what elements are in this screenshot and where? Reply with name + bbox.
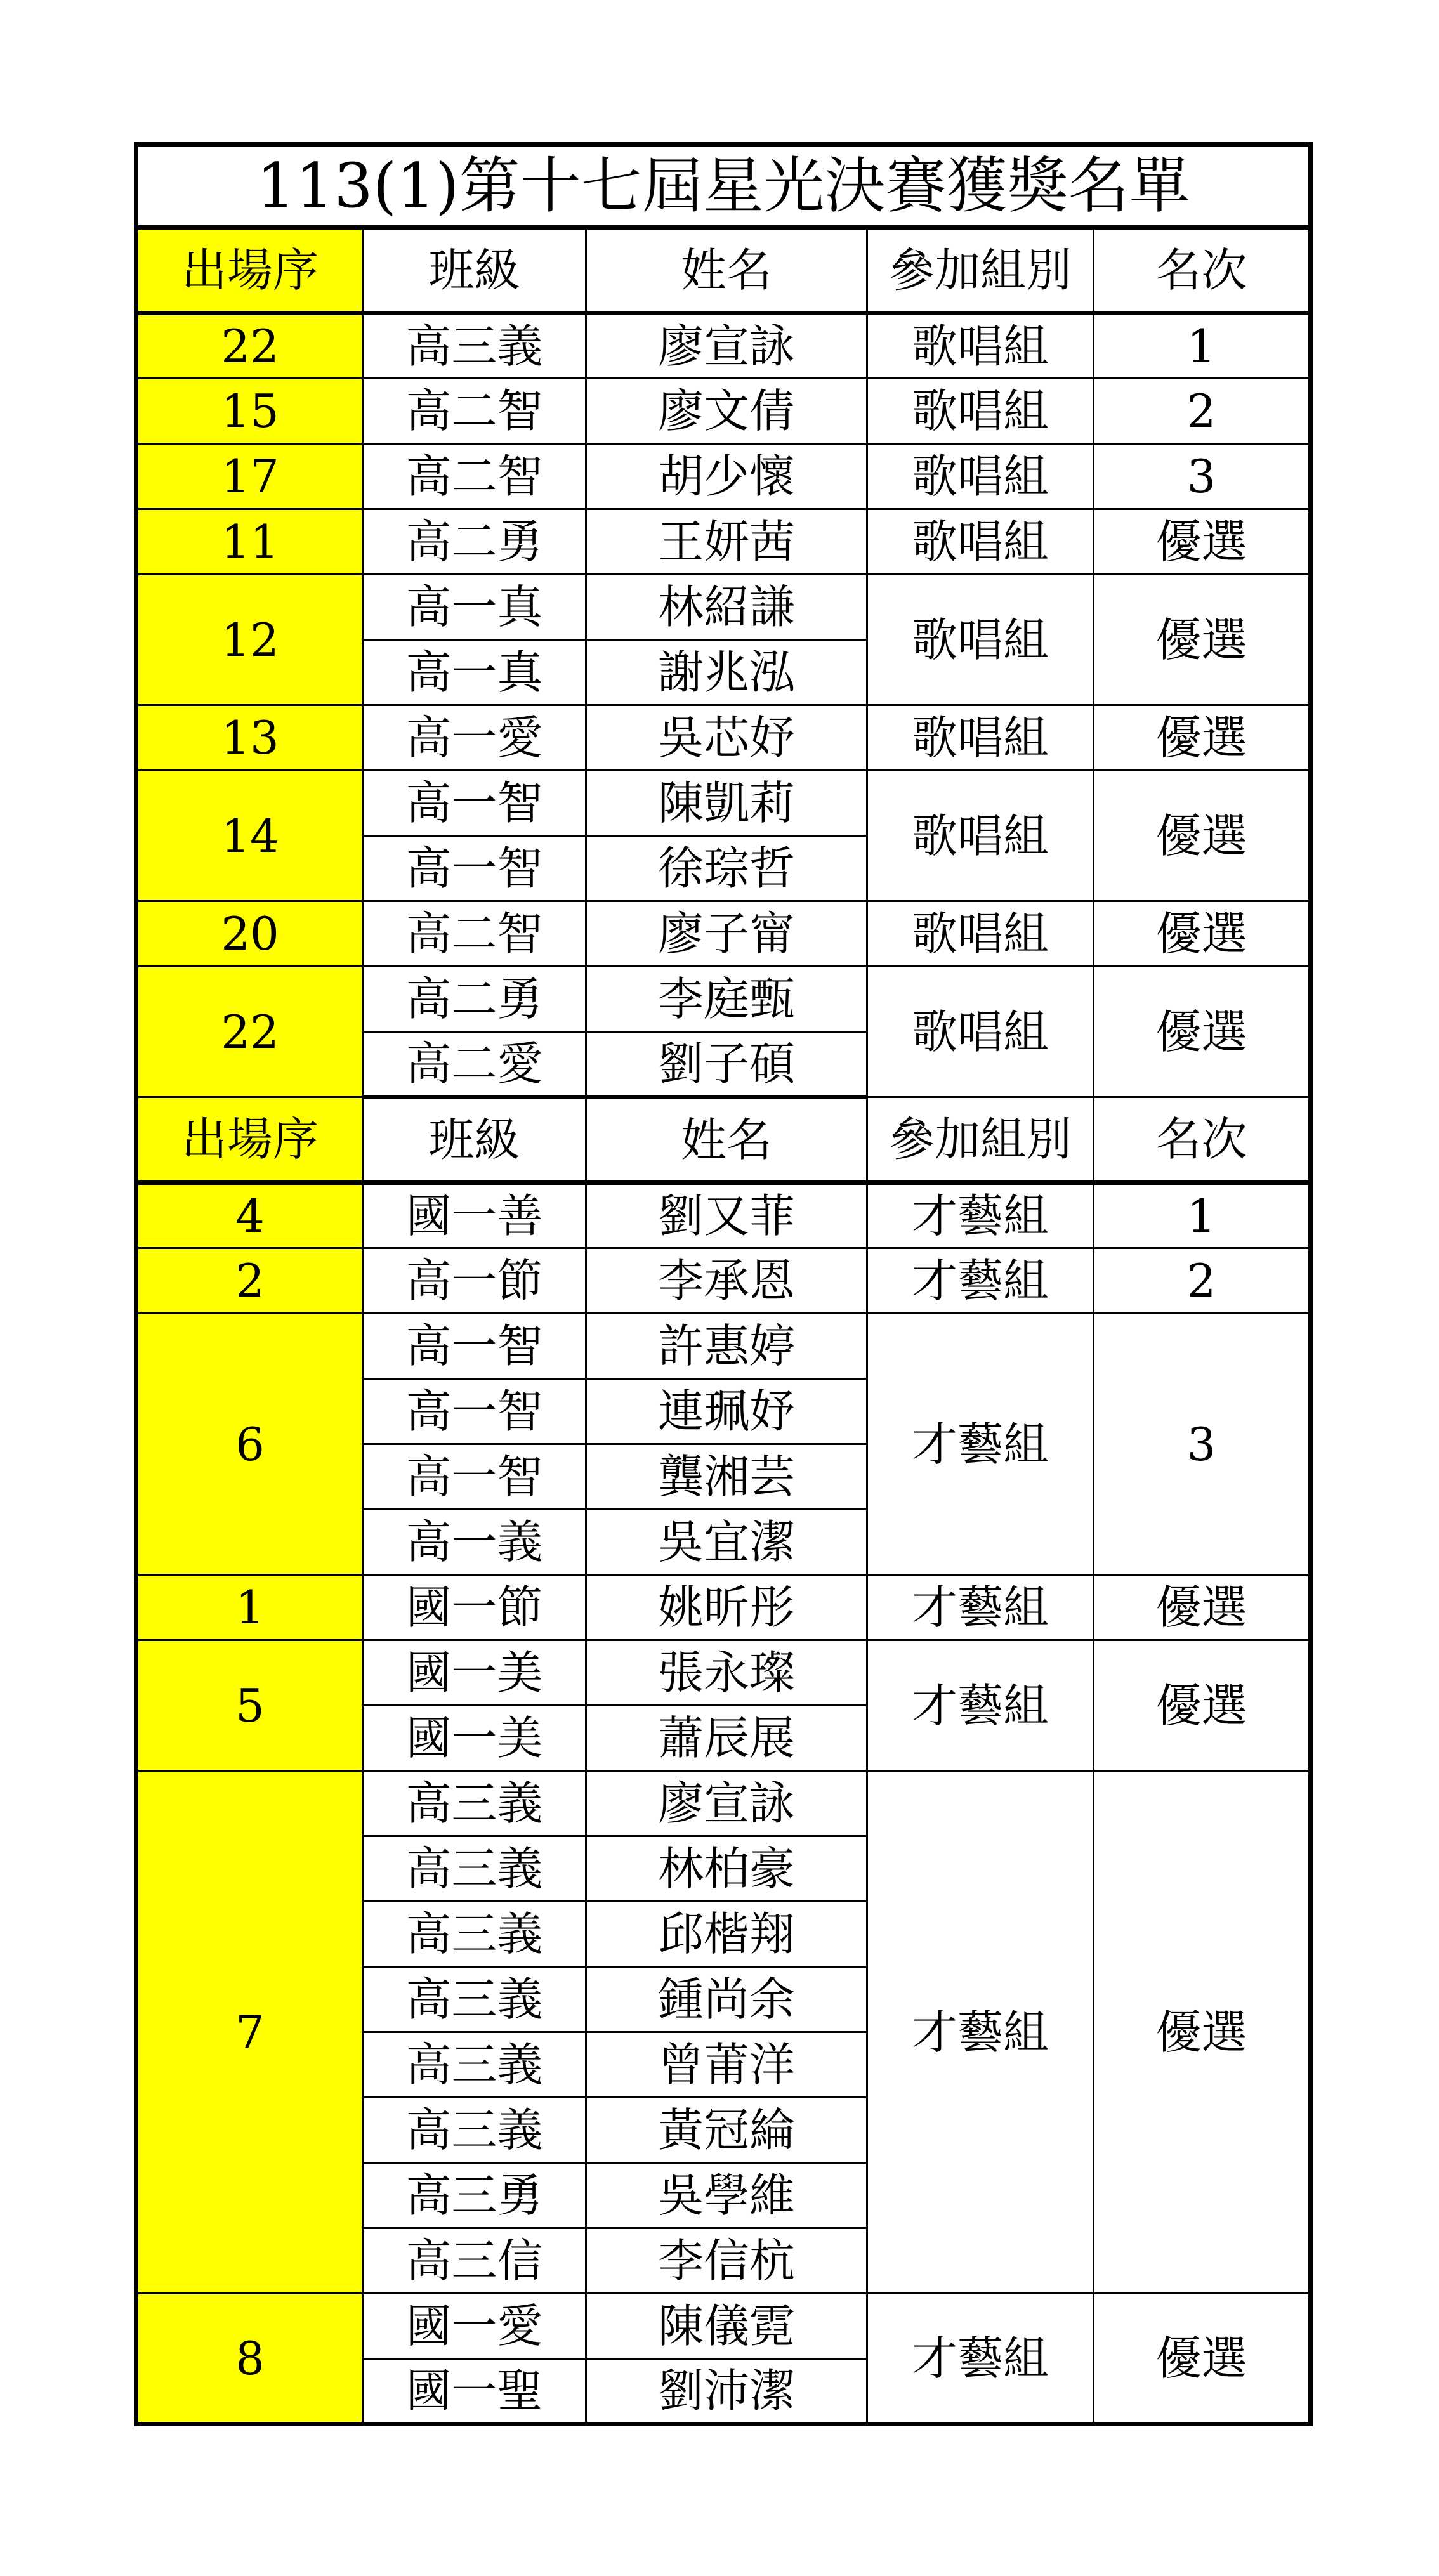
order-cell: 1 bbox=[136, 1575, 363, 1640]
order-cell: 6 bbox=[136, 1314, 363, 1575]
rank-cell: 優選 bbox=[1094, 967, 1311, 1097]
group-cell: 歌唱組 bbox=[867, 705, 1094, 771]
table-row bbox=[136, 1248, 1311, 1314]
class-cell: 高三義 bbox=[363, 1902, 586, 1967]
class-cell: 高三義 bbox=[363, 313, 586, 379]
order-cell: 5 bbox=[136, 1640, 363, 1771]
order-cell: 20 bbox=[136, 901, 363, 967]
rank-cell: 優選 bbox=[1094, 509, 1311, 575]
order-cell: 8 bbox=[136, 2294, 363, 2424]
table-row bbox=[136, 1575, 1311, 1640]
name-cell: 邱楷翔 bbox=[586, 1902, 867, 1967]
rank-cell: 優選 bbox=[1094, 771, 1311, 901]
class-cell: 國一聖 bbox=[363, 2359, 586, 2424]
class-cell: 高二智 bbox=[363, 444, 586, 509]
table-row bbox=[136, 901, 1311, 967]
header-class: 班級 bbox=[363, 228, 586, 313]
name-cell: 連珮妤 bbox=[586, 1379, 867, 1444]
class-cell: 國一愛 bbox=[363, 2294, 586, 2359]
table-row bbox=[136, 1183, 1311, 1248]
rank-cell: 1 bbox=[1094, 313, 1311, 379]
rank-cell: 3 bbox=[1094, 444, 1311, 509]
name-cell: 吳學維 bbox=[586, 2163, 867, 2228]
name-cell: 許惠婷 bbox=[586, 1314, 867, 1379]
class-cell: 高一智 bbox=[363, 1314, 586, 1379]
class-cell: 高一節 bbox=[363, 1248, 586, 1314]
name-cell: 林紹謙 bbox=[586, 575, 867, 640]
group-cell: 才藝組 bbox=[867, 1183, 1094, 1248]
name-cell: 廖宣詠 bbox=[586, 313, 867, 379]
header-name: 姓名 bbox=[586, 1097, 867, 1183]
table-row bbox=[136, 379, 1311, 444]
name-cell: 林柏豪 bbox=[586, 1836, 867, 1902]
order-cell: 22 bbox=[136, 967, 363, 1097]
rank-cell: 優選 bbox=[1094, 1575, 1311, 1640]
header-row bbox=[136, 1097, 1311, 1183]
header-order: 出場序 bbox=[136, 1097, 363, 1183]
order-cell: 17 bbox=[136, 444, 363, 509]
table-row bbox=[136, 2294, 1311, 2359]
table-row bbox=[136, 967, 1311, 1032]
sheet-title: 113(1)第十七屆星光決賽獲獎名單 bbox=[136, 145, 1311, 228]
class-cell: 高一智 bbox=[363, 771, 586, 836]
rank-cell: 3 bbox=[1094, 1314, 1311, 1575]
group-cell: 才藝組 bbox=[867, 1314, 1094, 1575]
group-cell: 歌唱組 bbox=[867, 967, 1094, 1097]
group-cell: 歌唱組 bbox=[867, 444, 1094, 509]
header-rank: 名次 bbox=[1094, 228, 1311, 313]
name-cell: 廖子甯 bbox=[586, 901, 867, 967]
name-cell: 姚昕彤 bbox=[586, 1575, 867, 1640]
group-cell: 歌唱組 bbox=[867, 901, 1094, 967]
name-cell: 劉又菲 bbox=[586, 1183, 867, 1248]
class-cell: 國一善 bbox=[363, 1183, 586, 1248]
class-cell: 高三勇 bbox=[363, 2163, 586, 2228]
group-cell: 才藝組 bbox=[867, 1771, 1094, 2294]
class-cell: 高一智 bbox=[363, 836, 586, 901]
table-row bbox=[136, 705, 1311, 771]
name-cell: 鍾尚余 bbox=[586, 1967, 867, 2032]
class-cell: 高一愛 bbox=[363, 705, 586, 771]
class-cell: 國一節 bbox=[363, 1575, 586, 1640]
name-cell: 張永璨 bbox=[586, 1640, 867, 1706]
name-cell: 李信杭 bbox=[586, 2228, 867, 2294]
order-cell: 22 bbox=[136, 313, 363, 379]
rank-cell: 2 bbox=[1094, 379, 1311, 444]
group-cell: 才藝組 bbox=[867, 1248, 1094, 1314]
class-cell: 高二勇 bbox=[363, 967, 586, 1032]
name-cell: 王妍茜 bbox=[586, 509, 867, 575]
class-cell: 高一真 bbox=[363, 640, 586, 705]
header-rank: 名次 bbox=[1094, 1097, 1311, 1183]
rank-cell: 優選 bbox=[1094, 1640, 1311, 1771]
class-cell: 高三信 bbox=[363, 2228, 586, 2294]
order-cell: 4 bbox=[136, 1183, 363, 1248]
order-cell: 15 bbox=[136, 379, 363, 444]
name-cell: 廖文倩 bbox=[586, 379, 867, 444]
name-cell: 劉沛潔 bbox=[586, 2359, 867, 2424]
name-cell: 吳芯妤 bbox=[586, 705, 867, 771]
name-cell: 劉子碩 bbox=[586, 1032, 867, 1097]
header-class: 班級 bbox=[363, 1097, 586, 1183]
name-cell: 廖宣詠 bbox=[586, 1771, 867, 1836]
table-row bbox=[136, 1314, 1311, 1379]
name-cell: 李承恩 bbox=[586, 1248, 867, 1314]
header-group: 參加組別 bbox=[867, 1097, 1094, 1183]
order-cell: 2 bbox=[136, 1248, 363, 1314]
class-cell: 高二愛 bbox=[363, 1032, 586, 1097]
table-row bbox=[136, 313, 1311, 379]
class-cell: 高三義 bbox=[363, 1771, 586, 1836]
group-cell: 才藝組 bbox=[867, 2294, 1094, 2424]
rank-cell: 1 bbox=[1094, 1183, 1311, 1248]
group-cell: 歌唱組 bbox=[867, 313, 1094, 379]
order-cell: 7 bbox=[136, 1771, 363, 2294]
class-cell: 高二智 bbox=[363, 901, 586, 967]
group-cell: 才藝組 bbox=[867, 1575, 1094, 1640]
header-order: 出場序 bbox=[136, 228, 363, 313]
table-row bbox=[136, 575, 1311, 640]
rank-cell: 優選 bbox=[1094, 2294, 1311, 2424]
class-cell: 高二智 bbox=[363, 379, 586, 444]
name-cell: 蕭辰展 bbox=[586, 1706, 867, 1771]
group-cell: 才藝組 bbox=[867, 1640, 1094, 1771]
name-cell: 謝兆泓 bbox=[586, 640, 867, 705]
title-row bbox=[136, 145, 1311, 228]
class-cell: 高一智 bbox=[363, 1444, 586, 1510]
name-cell: 吳宜潔 bbox=[586, 1510, 867, 1575]
order-cell: 11 bbox=[136, 509, 363, 575]
table-row bbox=[136, 1771, 1311, 1836]
rank-cell: 優選 bbox=[1094, 575, 1311, 705]
rank-cell: 優選 bbox=[1094, 1771, 1311, 2294]
class-cell: 國一美 bbox=[363, 1706, 586, 1771]
name-cell: 黃冠綸 bbox=[586, 2098, 867, 2163]
name-cell: 曾莆洋 bbox=[586, 2032, 867, 2098]
class-cell: 高二勇 bbox=[363, 509, 586, 575]
group-cell: 歌唱組 bbox=[867, 379, 1094, 444]
order-cell: 14 bbox=[136, 771, 363, 901]
order-cell: 13 bbox=[136, 705, 363, 771]
header-row bbox=[136, 228, 1311, 313]
class-cell: 高三義 bbox=[363, 1836, 586, 1902]
rank-cell: 優選 bbox=[1094, 705, 1311, 771]
order-cell: 12 bbox=[136, 575, 363, 705]
header-name: 姓名 bbox=[586, 228, 867, 313]
class-cell: 高一義 bbox=[363, 1510, 586, 1575]
class-cell: 高一智 bbox=[363, 1379, 586, 1444]
table-row bbox=[136, 509, 1311, 575]
table-row bbox=[136, 444, 1311, 509]
class-cell: 高三義 bbox=[363, 2032, 586, 2098]
class-cell: 高一真 bbox=[363, 575, 586, 640]
name-cell: 徐琮哲 bbox=[586, 836, 867, 901]
name-cell: 陳凱莉 bbox=[586, 771, 867, 836]
rank-cell: 優選 bbox=[1094, 901, 1311, 967]
group-cell: 歌唱組 bbox=[867, 771, 1094, 901]
rank-cell: 2 bbox=[1094, 1248, 1311, 1314]
name-cell: 龔湘芸 bbox=[586, 1444, 867, 1510]
class-cell: 國一美 bbox=[363, 1640, 586, 1706]
header-group: 參加組別 bbox=[867, 228, 1094, 313]
table-row bbox=[136, 1640, 1311, 1706]
class-cell: 高三義 bbox=[363, 2098, 586, 2163]
class-cell: 高三義 bbox=[363, 1967, 586, 2032]
group-cell: 歌唱組 bbox=[867, 509, 1094, 575]
name-cell: 胡少懷 bbox=[586, 444, 867, 509]
name-cell: 李庭甄 bbox=[586, 967, 867, 1032]
table-row bbox=[136, 771, 1311, 836]
name-cell: 陳儀霓 bbox=[586, 2294, 867, 2359]
award-list-table bbox=[134, 142, 1313, 2426]
group-cell: 歌唱組 bbox=[867, 575, 1094, 705]
